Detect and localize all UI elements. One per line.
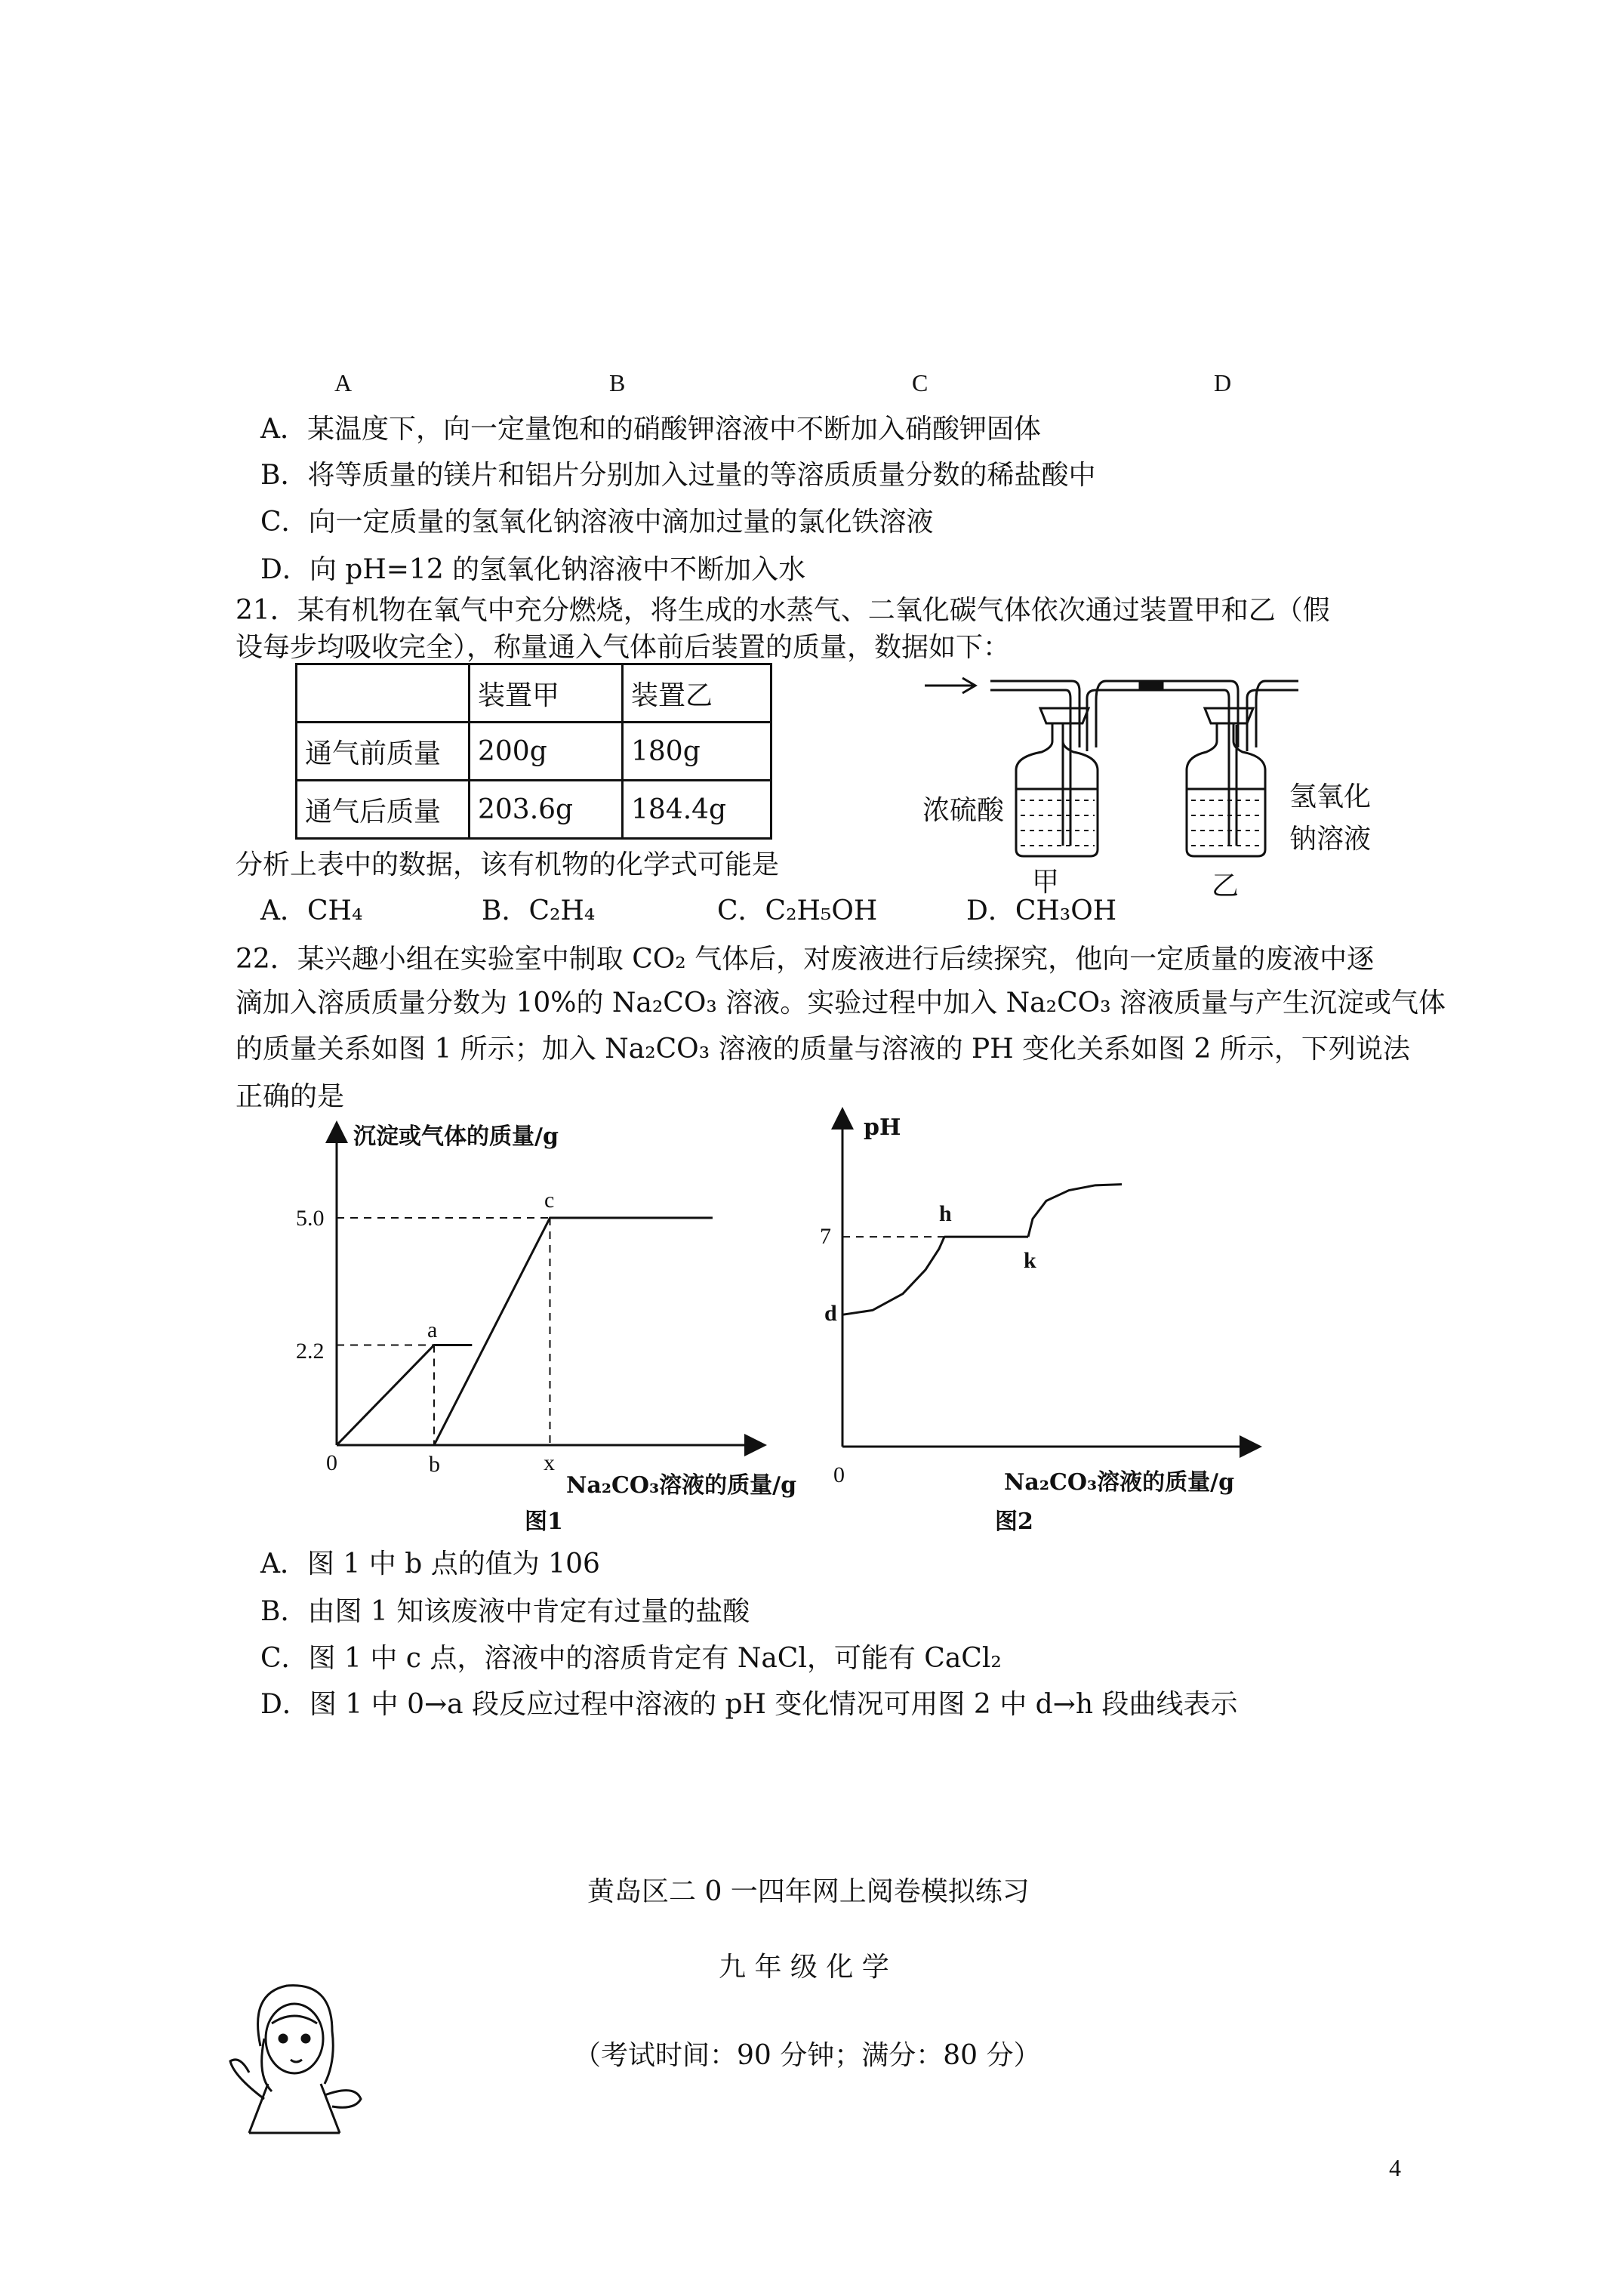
q22-option-a: A．图 1 中 b 点的值为 106	[260, 1549, 600, 1579]
q22-option-d: D．图 1 中 0→a 段反应过程中溶液的 pH 变化情况可用图 2 中 d→h 段曲线表示	[260, 1689, 1238, 1720]
figure-label-c: C	[912, 369, 929, 396]
right-reagent-label-2: 钠溶液	[1289, 824, 1372, 855]
table-header: 装置甲	[470, 664, 623, 723]
q21-choice-d: D．CH₃OH	[966, 895, 1117, 926]
exam-subject: 九 年 级 化 学	[719, 1952, 889, 1983]
fig2-origin: 0	[833, 1462, 845, 1487]
figure-label-d: D	[1214, 369, 1232, 396]
table-cell: 184.4g	[623, 781, 771, 839]
exam-info: （考试时间：90 分钟；满分：80 分）	[574, 2040, 1041, 2071]
q21-choice-a: A．CH₄	[260, 895, 363, 926]
fig2-ytick-7: 7	[820, 1224, 831, 1249]
fig1-point-x: x	[544, 1450, 555, 1475]
fig1-marks	[337, 1218, 713, 1445]
fig1-ylabel: 沉淀或气体的质量/g	[353, 1123, 559, 1150]
fig2-series-k-end	[1028, 1185, 1122, 1237]
bottle-jia	[1016, 708, 1098, 856]
fig1-series-gas	[337, 1345, 472, 1445]
q21-line-2: 设每步均吸收完全），称量通入气体前后装置的质量，数据如下：	[236, 632, 1011, 663]
gas-washing-apparatus	[925, 678, 1298, 856]
fig1-ytick-2-2: 2.2	[296, 1339, 325, 1364]
table-cell: 通气后质量	[297, 781, 470, 839]
q20-option-b: B．将等质量的镁片和铝片分别加入过量的等溶质质量分数的稀盐酸中	[260, 460, 1096, 491]
table-cell: 通气前质量	[297, 723, 470, 781]
exam-district-title: 黄岛区二 0 一四年网上阅卷模拟练习	[587, 1876, 1030, 1907]
fig1-point-b: b	[429, 1452, 440, 1477]
fig1-point-c: c	[544, 1188, 555, 1213]
fig1-xlabel: Na₂CO₃溶液的质量/g	[566, 1472, 797, 1499]
q21-question: 分析上表中的数据，该有机物的化学式可能是	[236, 849, 780, 880]
fig1-series-precipitate	[434, 1218, 713, 1445]
table-cell: 203.6g	[470, 781, 623, 839]
table-cell: 200g	[470, 723, 623, 781]
bottle-yi	[1187, 708, 1265, 856]
table-header: 装置乙	[623, 664, 771, 723]
fig2-point-d: d	[824, 1301, 837, 1326]
bottle-1-label: 甲	[1032, 867, 1060, 898]
q21-line-1: 21．某有机物在氧气中充分燃烧，将生成的水蒸气、二氧化碳气体依次通过装置甲和乙（假	[236, 595, 1330, 626]
q20-option-d: D．向 pH=12 的氢氧化钠溶液中不断加入水	[260, 554, 806, 585]
fig2-marks	[842, 1185, 1122, 1315]
fig1-point-a: a	[427, 1318, 438, 1342]
q21-choice-c: C．C₂H₅OH	[717, 895, 878, 926]
q22-option-c: C．图 1 中 c 点，溶液中的溶质肯定有 NaCl，可能有 CaCl₂	[260, 1643, 1002, 1674]
q22-line-3: 的质量关系如图 1 所示；加入 Na₂CO₃ 溶液的质量与溶液的 PH 变化关系如图 2 所示，下列说法	[236, 1034, 1410, 1065]
fig2-ylabel: pH	[864, 1114, 901, 1141]
table-cell: 180g	[623, 723, 771, 781]
fig1-title: 图1	[525, 1509, 563, 1535]
figure-label-a: A	[334, 369, 353, 396]
fig2-series-d-h	[842, 1237, 944, 1314]
fig2-title: 图2	[995, 1509, 1033, 1535]
page-number: 4	[1389, 2154, 1401, 2181]
cartoon-girl-illustration	[230, 1986, 361, 2133]
right-reagent-label-1: 氢氧化	[1289, 781, 1372, 812]
left-reagent-label: 浓硫酸	[922, 795, 1005, 826]
fig1-ytick-5: 5.0	[296, 1206, 325, 1231]
fig2-axes	[842, 1111, 1258, 1447]
q20-option-a: A．某温度下，向一定量饱和的硝酸钾溶液中不断加入硝酸钾固体	[260, 414, 1041, 445]
fig2-point-h: h	[939, 1201, 952, 1226]
q22-option-b: B．由图 1 知该废液中肯定有过量的盐酸	[260, 1596, 750, 1627]
q21-choice-b: B．C₂H₄	[482, 895, 596, 926]
q22-line-4: 正确的是	[236, 1081, 345, 1112]
fig2-xlabel: Na₂CO₃溶液的质量/g	[1004, 1469, 1235, 1496]
q20-option-c: C．向一定质量的氢氧化钠溶液中滴加过量的氯化铁溶液	[260, 507, 934, 538]
q22-line-1: 22．某兴趣小组在实验室中制取 CO₂ 气体后，对废液进行后续探究，他向一定质量的废液中逐	[236, 944, 1375, 975]
figure-label-b: B	[609, 369, 626, 396]
q22-line-2: 滴加入溶质质量分数为 10%的 Na₂CO₃ 溶液。实验过程中加入 Na₂CO₃ 溶液质量与产生沉淀或气体	[236, 988, 1446, 1019]
arrow-right-icon	[925, 678, 975, 693]
fig1-origin: 0	[326, 1450, 337, 1475]
fig2-point-k: k	[1024, 1248, 1036, 1273]
bottle-2-label: 乙	[1212, 871, 1240, 901]
